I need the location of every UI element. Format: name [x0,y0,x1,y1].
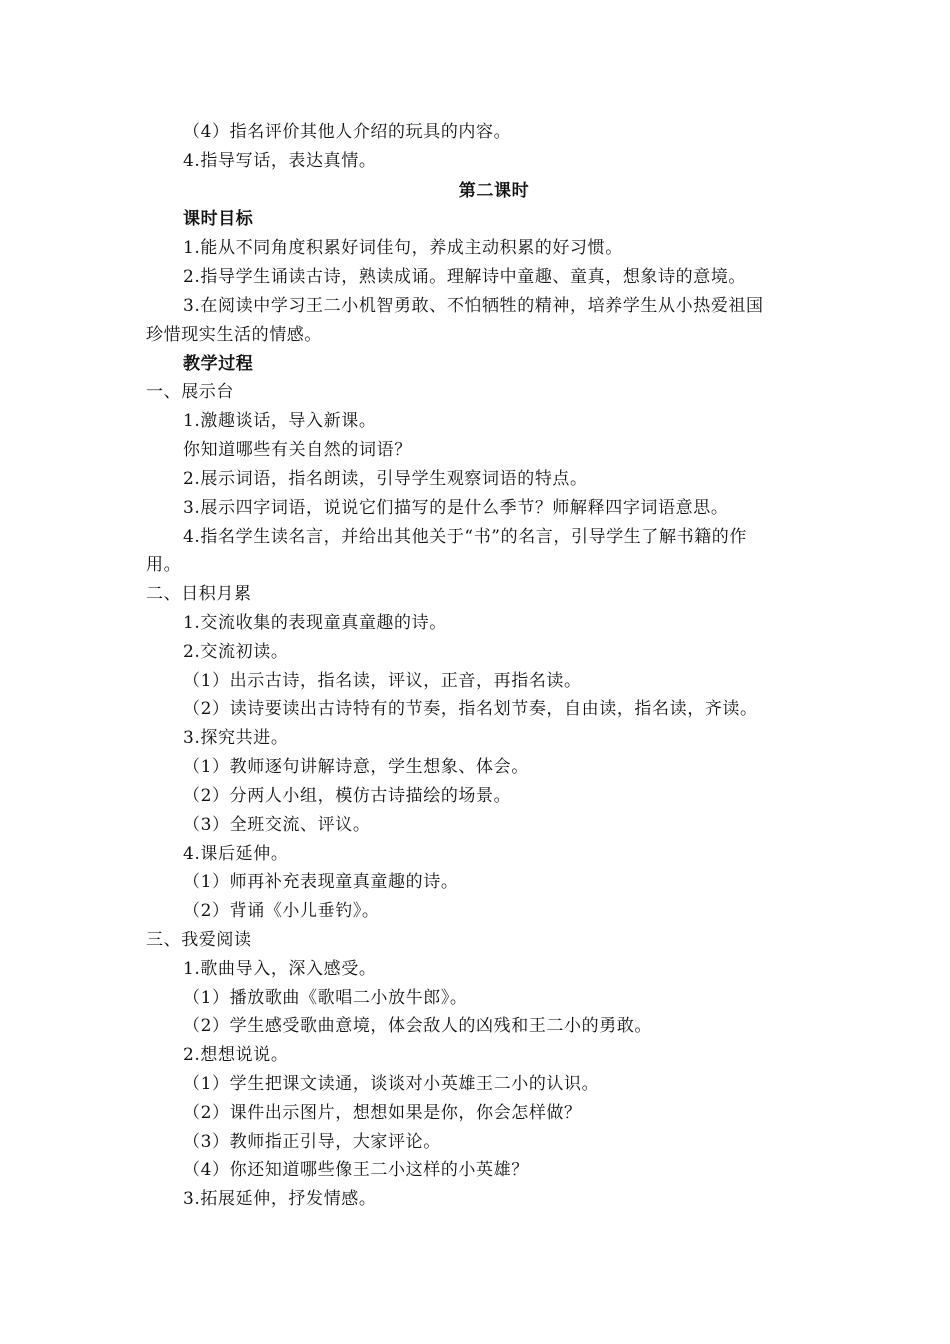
text-line: 1.歌曲导入，深入感受。 [183,959,377,979]
text-line: 3.探究共进。 [183,728,289,748]
text-line: （1）教师逐句讲解诗意，学生想象、体会。 [183,757,529,777]
subsection-heading: 课时目标 [183,209,254,229]
text-line: 2.指导学生诵读古诗，熟读成诵。理解诗中童趣、童真，想象诗的意境。 [183,267,747,287]
text-line: 3.拓展延伸，抒发情感。 [183,1189,377,1209]
text-line: 1.能从不同角度积累好词佳句，养成主动积累的好习惯。 [183,238,623,258]
text-line: （3）教师指正引导，大家评论。 [183,1132,441,1152]
text-line: （1）出示古诗，指名读，评议，正音，再指名读。 [183,671,582,691]
part-heading: 三、我爱阅读 [146,930,252,950]
text-line: （2）背诵《小儿垂钓》。 [183,901,380,921]
section-title: 第二课时 [458,181,530,201]
text-line: 2.展示词语，指名朗读，引导学生观察词语的特点。 [183,469,588,489]
text-line: 1.激趣谈话，导入新课。 [183,411,377,431]
text-line: （2）课件出示图片，想想如果是你，你会怎样做？ [183,1103,582,1123]
text-line: （1）播放歌曲《歌唱二小放牛郎》。 [183,988,468,1008]
text-line: 4.指导写话，表达真情。 [183,151,377,171]
subsection-heading: 教学过程 [183,354,254,374]
text-line: （1）学生把课文读通，谈谈对小英雄王二小的认识。 [183,1074,600,1094]
text-line: 4.课后延伸。 [183,844,289,864]
text-line: （2）学生感受歌曲意境，体会敌人的凶残和王二小的勇敢。 [183,1016,653,1036]
text-line: 2.想想说说。 [183,1045,289,1065]
text-line: （2）读诗要读出古诗特有的节奏，指名划节奏，自由读，指名读，齐读。 [183,699,758,719]
text-line: （4）你还知道哪些像王二小这样的小英雄？ [183,1160,529,1180]
text-line: 珍惜现实生活的情感。 [146,325,322,345]
part-heading: 二、日积月累 [146,584,252,604]
text-line: （2）分两人小组，模仿古诗描绘的场景。 [183,786,512,806]
text-line: （1）师再补充表现童真童趣的诗。 [183,872,459,892]
text-line: 1.交流收集的表现童真童趣的诗。 [183,613,447,633]
text-line: 2.交流初读。 [183,642,289,662]
text-line: 3.展示四字词语，说说它们描写的是什么季节？师解释四字词语意思。 [183,498,729,518]
text-line: （4）指名评价其他人介绍的玩具的内容。 [183,122,512,142]
text-line: （3）全班交流、评议。 [183,815,371,835]
text-line: 用。 [146,555,182,575]
text-line: 4.指名学生读名言，并给出其他关于“书”的名言，引导学生了解书籍的作 [183,527,747,547]
text-line: 3.在阅读中学习王二小机智勇敢、不怕牺牲的精神，培养学生从小热爱祖国 [183,296,764,316]
part-heading: 一、展示台 [146,382,234,402]
text-line: 你知道哪些有关自然的词语？ [183,440,412,460]
